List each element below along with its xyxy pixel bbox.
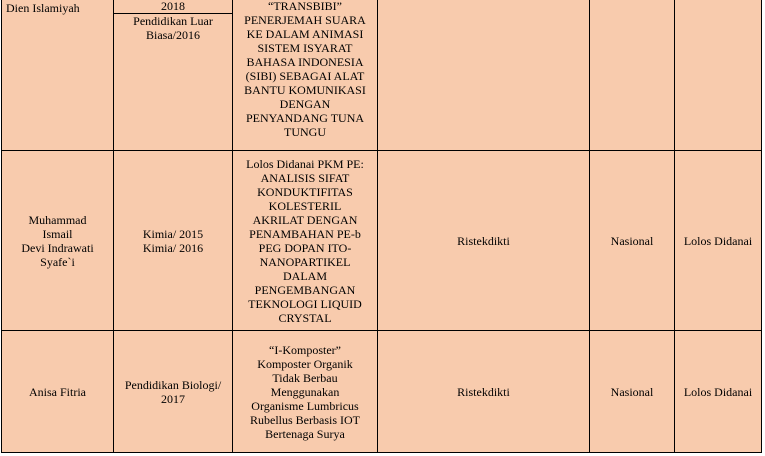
title-line: ANALISIS SIFAT bbox=[260, 170, 350, 185]
level-cell: Nasional bbox=[590, 151, 675, 331]
study-program-line: Pendidikan Biologi/ bbox=[124, 377, 222, 392]
student-name-cell bbox=[2, 331, 114, 453]
result-cell: Lolos Didanai bbox=[675, 331, 762, 453]
student-name-line: Devi Indrawati bbox=[21, 240, 94, 255]
table-row bbox=[2, 151, 762, 331]
study-program-cell bbox=[114, 0, 233, 151]
title-line: DENGAN bbox=[279, 97, 331, 111]
title-line: Rubellus Berbasis IOT bbox=[250, 412, 360, 427]
student-name-cell bbox=[2, 0, 114, 151]
title-line: DALAM bbox=[283, 268, 327, 283]
title-line: Organisme Lumbricus bbox=[251, 398, 359, 413]
study-program-cell bbox=[114, 151, 233, 331]
student-name-cell bbox=[2, 151, 114, 331]
title-line: Bertenaga Surya bbox=[265, 426, 345, 441]
study-program-line: 2017 bbox=[161, 391, 185, 406]
student-name-line: Muhammad bbox=[28, 212, 87, 227]
title-line: “TRANSBIBI” bbox=[268, 0, 342, 13]
title-line: PENGEMBANGAN bbox=[254, 282, 356, 297]
student-name: Anisa Fitria bbox=[29, 384, 86, 399]
organizer-cell bbox=[378, 0, 590, 151]
title-line: BANTU KOMUNIKASI bbox=[244, 83, 366, 97]
title-line: TUNGU bbox=[284, 125, 326, 139]
title-line: TEKNOLOGI LIQUID bbox=[248, 296, 362, 311]
level-cell bbox=[590, 0, 675, 151]
title-line: KONDUKTIFITAS bbox=[257, 184, 353, 199]
title-line: NANOPARTIKEL bbox=[259, 254, 351, 269]
result-cell bbox=[675, 0, 762, 151]
organizer-cell: Ristekdikti bbox=[378, 331, 590, 453]
table-row bbox=[2, 331, 762, 453]
activity-title-cell bbox=[233, 151, 378, 331]
title-line: (SIBI) SEBAGAI ALAT bbox=[245, 69, 365, 83]
table-row bbox=[2, 0, 762, 151]
title-line: PENERJEMAH SUARA bbox=[244, 13, 366, 27]
title-line: BAHASA INDONESIA bbox=[246, 55, 364, 69]
student-name: Dien Islamiyah bbox=[6, 1, 80, 15]
title-line: PENYANDANG TUNA bbox=[245, 111, 365, 125]
organizer-cell: Ristekdikti bbox=[378, 151, 590, 331]
title-line: KOLESTERIL bbox=[268, 198, 342, 213]
title-line: PENAMBAHAN PE-b bbox=[249, 226, 361, 241]
student-name-line: Ismail bbox=[42, 226, 73, 241]
study-program-line: Kimia/ 2016 bbox=[142, 240, 204, 255]
title-line: SISTEM ISYARAT bbox=[257, 41, 353, 55]
activity-title-cell bbox=[233, 0, 378, 151]
activity-title-cell bbox=[233, 331, 378, 453]
title-line: Lolos Didanai PKM PE: bbox=[246, 156, 364, 171]
result-cell: Lolos Didanai bbox=[675, 151, 762, 331]
title-line: Komposter Organik bbox=[257, 356, 353, 371]
title-line: “I-Komposter” bbox=[269, 342, 341, 357]
title-line: Menggunakan bbox=[270, 384, 340, 399]
study-program-line: Kimia/ 2015 bbox=[142, 226, 204, 241]
title-line: PEG DOPAN ITO- bbox=[258, 240, 352, 255]
study-program-line: Biasa/2016 bbox=[146, 28, 200, 42]
title-line: CRYSTAL bbox=[278, 310, 332, 325]
level-cell: Nasional bbox=[590, 331, 675, 453]
title-line: AKRILAT DENGAN bbox=[252, 212, 358, 227]
previous-row-year: 2018 bbox=[114, 0, 232, 14]
achievement-table bbox=[1, 0, 762, 453]
study-program-cell bbox=[114, 331, 233, 453]
student-name-line: Syafe`i bbox=[40, 254, 75, 269]
study-program-line: Pendidikan Luar bbox=[133, 14, 213, 28]
title-line: Tidak Berbau bbox=[272, 370, 338, 385]
title-line: KE DALAM ANIMASI bbox=[246, 27, 364, 41]
